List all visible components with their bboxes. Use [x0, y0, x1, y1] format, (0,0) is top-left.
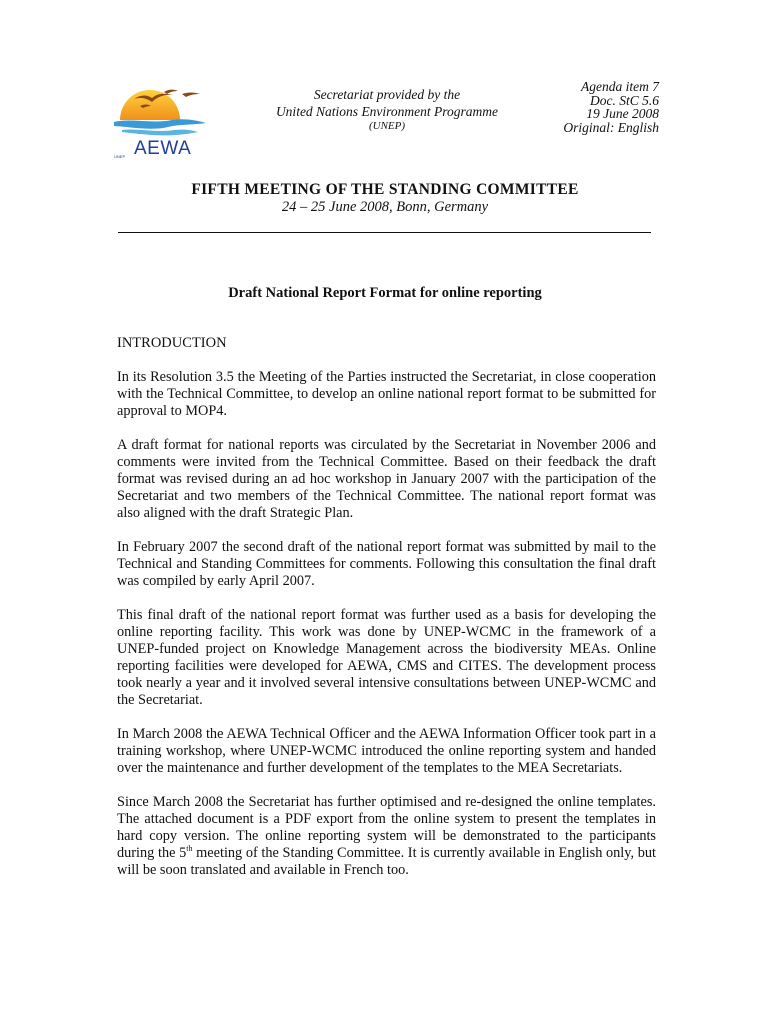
- document-body: [117, 335, 656, 896]
- meeting-title: FIFTH MEETING OF THE STANDING COMMITTEE: [191, 181, 579, 198]
- paragraph: In February 2007 the second draft of the national report format was submitted by mail to the Technical and Standing Committees for comments. Following this consultation the final draft was compiled by early April 2007.: [117, 539, 656, 589]
- secretariat-line-1: Secretariat provided by the: [313, 87, 461, 102]
- paragraph-part: meeting of the Standing Committee. It is currently available in English only, but will be soon translated and available in French too.: [117, 845, 656, 878]
- document-title: Draft National Report Format for online reporting: [228, 285, 542, 301]
- secretariat-line-2: United Nations Environment Programme: [275, 104, 499, 119]
- logo-emblem-icon: [112, 80, 210, 144]
- logo-subtext: UNEP: [114, 154, 126, 159]
- secretariat-block: [262, 86, 512, 133]
- original-language: Original: English: [563, 119, 659, 135]
- superscript-ordinal: th: [186, 844, 193, 853]
- logo-text: AEWA: [134, 138, 192, 159]
- header-divider: [118, 232, 651, 233]
- aewa-logo: [112, 80, 210, 162]
- paragraph-part: Since March 2008 the Secretariat has further optimised and re-designed the online templates. The attached document is a PDF export from the online system to present the templates in hard copy version. The online reporting system will be demonstrated to the participants during the 5: [117, 794, 656, 861]
- paragraph: A draft format for national reports was circulated by the Secretariat in November 2006 and comments were invited from the Technical Committee. Based on their feedback the draft format was revised during an ad hoc workshop in January 2007 with the participation of the Secretariat and two members of the Technical Committee. The national report format was also aligned with the draft Strategic Plan.: [117, 437, 656, 521]
- secretariat-line-3: (UNEP): [368, 120, 406, 132]
- paragraph-last: [117, 794, 656, 879]
- paragraph: In its Resolution 3.5 the Meeting of the Parties instructed the Secretariat, in close cooperation with the Technical Committee, to develop an online national report format to be submitted for approval to MOP4.: [117, 369, 656, 419]
- document-reference-block: [563, 80, 659, 134]
- paragraph: This final draft of the national report format was further used as a basis for developing the online reporting facility. This work was done by UNEP-WCMC in the framework of a UNEP-funded project on Knowledge Management across the biodiversity MEAs. Online reporting facilities were developed for AEWA, CMS and CITES. The development process took nearly a year and it involved several intensive consultations between UNEP-WCMC and the Secretariat.: [117, 607, 656, 708]
- meeting-dates-location: 24 – 25 June 2008, Bonn, Germany: [281, 199, 489, 215]
- doc-reference: Doc. StC 5.6: [590, 92, 659, 108]
- paragraph: In March 2008 the AEWA Technical Officer and the AEWA Information Officer took part in a training workshop, where UNEP-WCMC introduced the online reporting system and handed over the maintenance and further development of the templates to the MEA Secretariats.: [117, 726, 656, 776]
- agenda-item: Agenda item 7: [581, 79, 659, 94]
- section-heading: INTRODUCTION: [117, 335, 227, 351]
- doc-date: 19 June 2008: [586, 106, 659, 121]
